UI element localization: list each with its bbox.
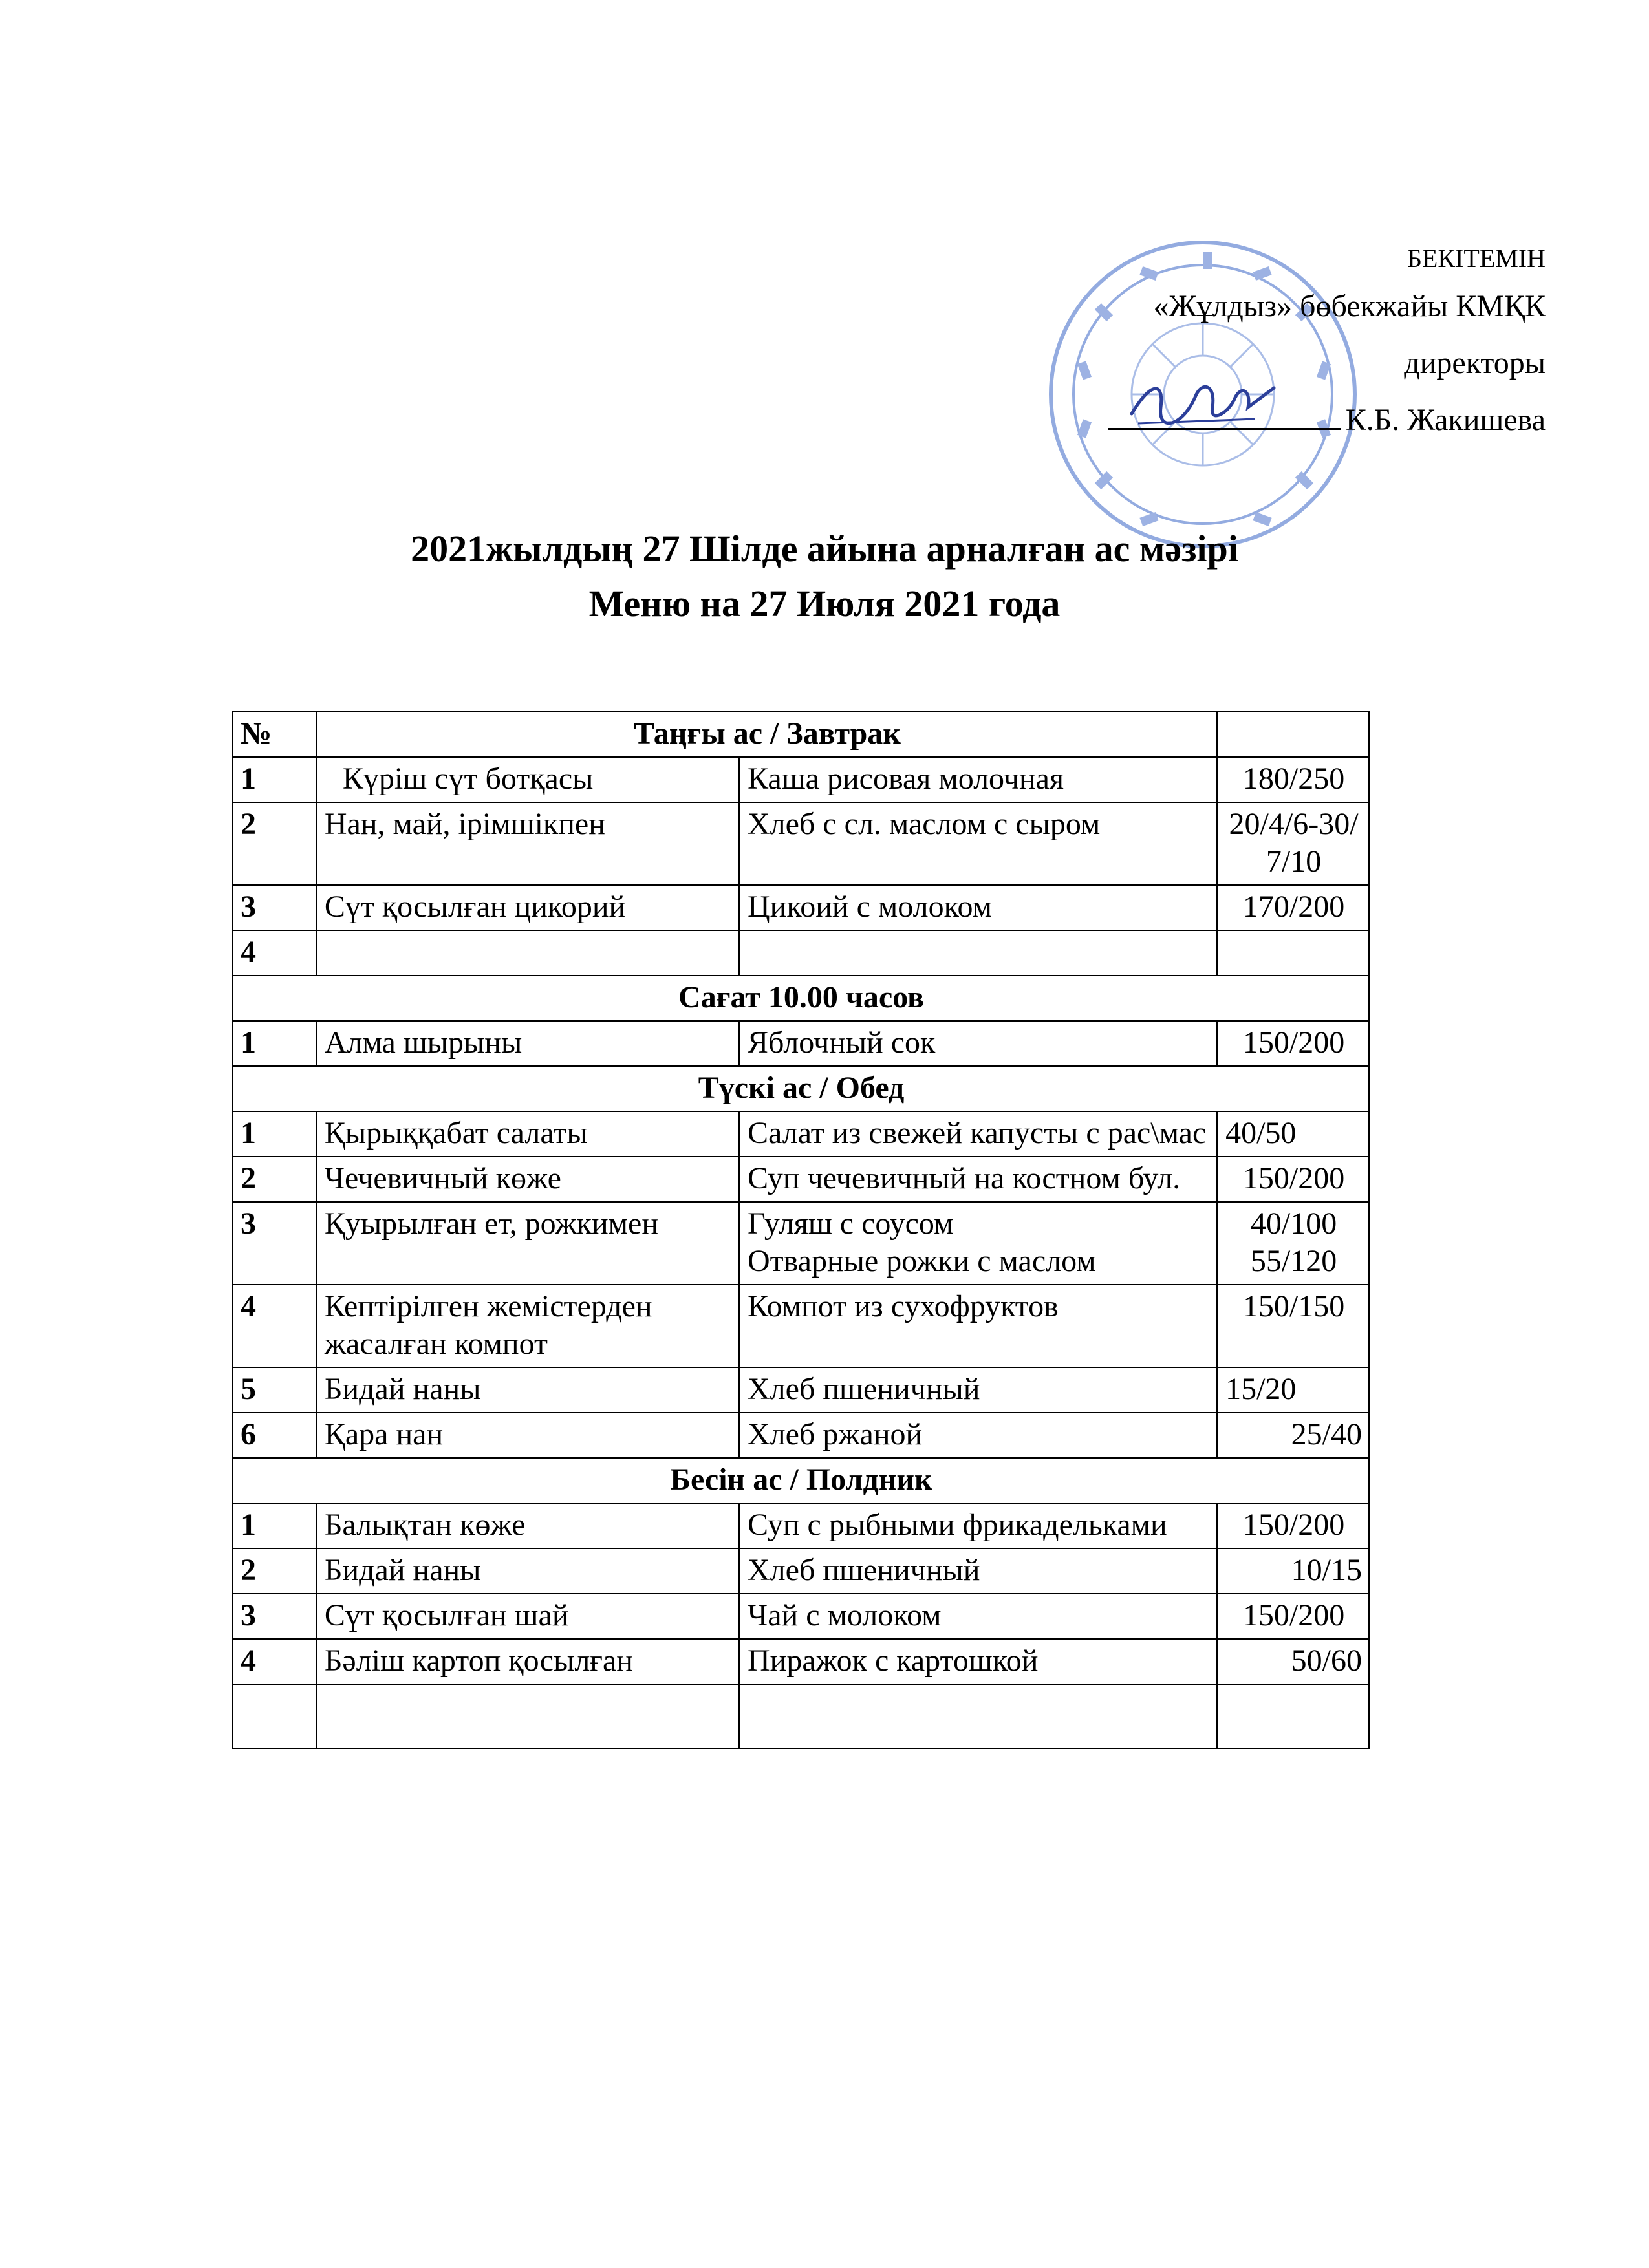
dish-ru: Каша рисовая молочная bbox=[739, 757, 1217, 802]
dish-kz: Қара нан bbox=[316, 1413, 739, 1458]
row-number: 1 bbox=[232, 1503, 316, 1548]
dish-ru: Пиражок с картошкой bbox=[739, 1639, 1217, 1684]
table-header-row bbox=[232, 712, 1369, 757]
portion: 150/150 bbox=[1217, 1285, 1369, 1367]
dish-kz bbox=[316, 930, 739, 976]
afternoon-section-title: Бесін ас / Полдник bbox=[232, 1458, 1369, 1503]
dish-kz: Кептірілген жемістерден жасалған компот bbox=[316, 1285, 739, 1367]
table-row bbox=[232, 1413, 1369, 1458]
dish-ru: Хлеб ржаной bbox=[739, 1413, 1217, 1458]
row-number: 1 bbox=[232, 1111, 316, 1157]
dish-kz: Бәліш картоп қосылған bbox=[316, 1639, 739, 1684]
table-row bbox=[232, 1157, 1369, 1202]
column-number-header: № bbox=[232, 712, 316, 757]
empty-cell bbox=[316, 1684, 739, 1749]
row-number: 4 bbox=[232, 930, 316, 976]
row-number: 1 bbox=[232, 757, 316, 802]
approval-heading: БЕКІТЕМІН bbox=[1406, 244, 1546, 273]
row-number: 3 bbox=[232, 1594, 316, 1639]
row-number: 2 bbox=[232, 802, 316, 885]
dish-ru: Яблочный сок bbox=[739, 1021, 1217, 1066]
portion: 150/200 bbox=[1217, 1021, 1369, 1066]
row-number: 2 bbox=[232, 1548, 316, 1594]
dish-ru: Салат из свежей капусты с рас\мас bbox=[739, 1111, 1217, 1157]
dish-kz: Чечевичный көже bbox=[316, 1157, 739, 1202]
dish-kz: Қуырылған ет, рожкимен bbox=[316, 1202, 739, 1285]
dish-kz: Сүт қосылған шай bbox=[316, 1594, 739, 1639]
dish-ru: Хлеб пшеничный bbox=[739, 1548, 1217, 1594]
row-number: 4 bbox=[232, 1285, 316, 1367]
portion: 25/40 bbox=[1217, 1413, 1369, 1458]
portion: 150/200 bbox=[1217, 1157, 1369, 1202]
portion: 10/15 bbox=[1217, 1548, 1369, 1594]
table-row bbox=[232, 1285, 1369, 1367]
dish-ru: Хлеб пшеничный bbox=[739, 1367, 1217, 1413]
dish-ru: Суп чечевичный на костном бул. bbox=[739, 1157, 1217, 1202]
row-number: 3 bbox=[232, 885, 316, 930]
portion: 40/100 bbox=[1250, 1206, 1337, 1241]
row-number: 5 bbox=[232, 1367, 316, 1413]
portion: 180/250 bbox=[1217, 757, 1369, 802]
dish-ru bbox=[739, 930, 1217, 976]
lunch-section-title: Түскі ас / Обед bbox=[232, 1066, 1369, 1111]
row-number: 1 bbox=[232, 1021, 316, 1066]
dish-ru: Суп с рыбными фрикадельками bbox=[739, 1503, 1217, 1548]
table-row bbox=[232, 1367, 1369, 1413]
table-row bbox=[232, 802, 1369, 885]
portion: 15/20 bbox=[1217, 1367, 1369, 1413]
dish-kz: Сүт қосылған цикорий bbox=[316, 885, 739, 930]
empty-cell bbox=[739, 1684, 1217, 1749]
menu-table bbox=[232, 711, 1370, 1749]
portion: 50/60 bbox=[1217, 1639, 1369, 1684]
dish-kz: Алма шырыны bbox=[316, 1021, 739, 1066]
table-row-empty bbox=[232, 1684, 1369, 1749]
dish-kz: Бидай наны bbox=[316, 1548, 739, 1594]
dish-kz: Нан, май, ірімшікпен bbox=[316, 802, 739, 885]
approval-signature-line bbox=[964, 392, 1546, 449]
section-header-row bbox=[232, 1458, 1369, 1503]
dish-kz: Балықтан көже bbox=[316, 1503, 739, 1548]
row-number: 4 bbox=[232, 1639, 316, 1684]
approval-name: К.Б. Жакишева bbox=[1345, 403, 1546, 437]
dish-ru: Гуляш с соусом bbox=[748, 1206, 954, 1241]
portion: 150/200 bbox=[1217, 1503, 1369, 1548]
page-title-kz: 2021жылдың 27 Шілде айына арналған ас мәзірі bbox=[411, 528, 1238, 570]
table-row bbox=[232, 1594, 1369, 1639]
portion-secondary: 55/120 bbox=[1250, 1244, 1337, 1278]
portion: 150/200 bbox=[1217, 1594, 1369, 1639]
signature-underline bbox=[1108, 396, 1341, 430]
approval-block bbox=[964, 239, 1546, 449]
table-row bbox=[232, 1021, 1369, 1066]
portion-pair bbox=[1217, 1202, 1369, 1285]
dish-ru-secondary: Отварные рожки с маслом bbox=[748, 1244, 1096, 1278]
dish-ru-pair bbox=[739, 1202, 1217, 1285]
table-row bbox=[232, 930, 1369, 976]
table-row bbox=[232, 1639, 1369, 1684]
table-row bbox=[232, 885, 1369, 930]
portion: 20/4/6-30/7/10 bbox=[1217, 802, 1369, 885]
page-title-ru: Меню на 27 Июля 2021 года bbox=[588, 583, 1061, 625]
table-row bbox=[232, 1111, 1369, 1157]
snack-section-title: Сағат 10.00 часов bbox=[232, 976, 1369, 1021]
section-header-row bbox=[232, 976, 1369, 1021]
row-number: 2 bbox=[232, 1157, 316, 1202]
dish-kz: Күріш сүт ботқасы bbox=[316, 757, 739, 802]
table-row bbox=[232, 1202, 1369, 1285]
empty-cell bbox=[232, 1684, 316, 1749]
approval-organization: «Жұлдыз» бөбекжайы КМҚК bbox=[1153, 289, 1546, 323]
portion-header bbox=[1217, 712, 1369, 757]
section-header-row bbox=[232, 1066, 1369, 1111]
table-row bbox=[232, 1548, 1369, 1594]
dish-kz: Қырыққабат салаты bbox=[316, 1111, 739, 1157]
dish-kz: Бидай наны bbox=[316, 1367, 739, 1413]
table-row bbox=[232, 1503, 1369, 1548]
portion bbox=[1217, 930, 1369, 976]
empty-cell bbox=[1217, 1684, 1369, 1749]
dish-ru: Чай с молоком bbox=[739, 1594, 1217, 1639]
row-number: 6 bbox=[232, 1413, 316, 1458]
dish-ru: Цикоий с молоком bbox=[739, 885, 1217, 930]
portion: 40/50 bbox=[1217, 1111, 1369, 1157]
dish-ru: Хлеб с сл. маслом с сыром bbox=[739, 802, 1217, 885]
breakfast-header: Таңғы ас / Завтрак bbox=[316, 712, 1217, 757]
table-row bbox=[232, 757, 1369, 802]
row-number: 3 bbox=[232, 1202, 316, 1285]
portion: 170/200 bbox=[1217, 885, 1369, 930]
approval-position: директоры bbox=[1404, 346, 1546, 380]
dish-ru: Компот из сухофруктов bbox=[739, 1285, 1217, 1367]
